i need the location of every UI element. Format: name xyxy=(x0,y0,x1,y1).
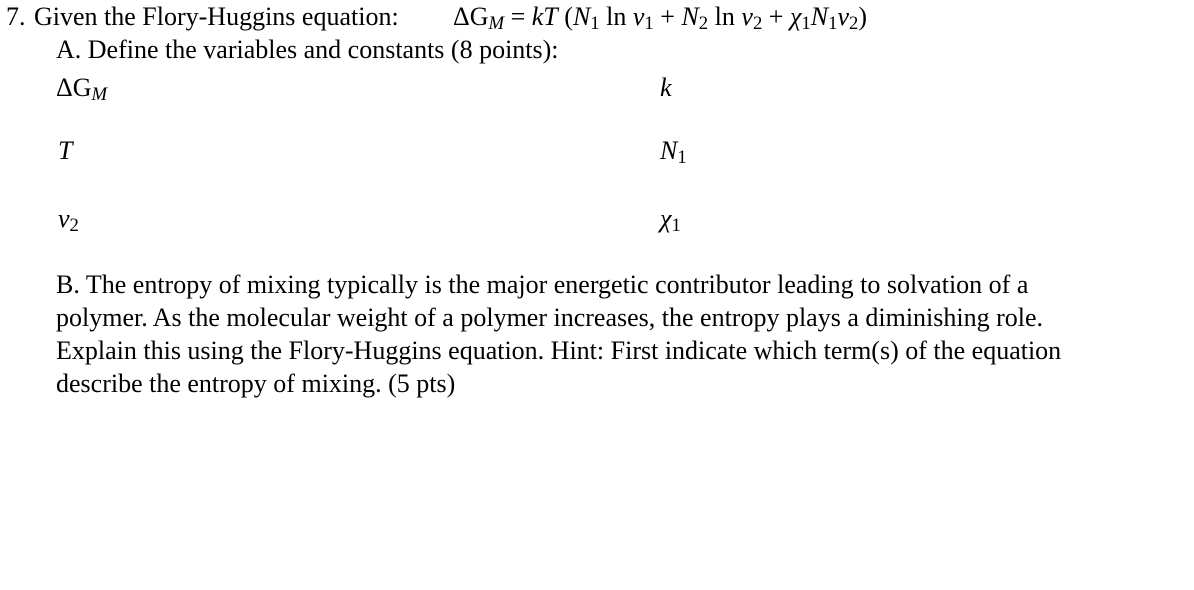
part-b-question xyxy=(56,268,1061,400)
eq-kt: kT xyxy=(531,2,558,31)
part-a-heading: A. Define the variables and constants (8 points): xyxy=(56,35,559,64)
variable-t: T xyxy=(58,136,73,165)
eq-lhs: $\Delta G_M$ xyxy=(453,2,505,35)
part-b-line: describe the entropy of mixing. (5 pts) xyxy=(56,369,456,398)
part-b-line: polymer. As the molecular weight of a polymer increases, the entropy plays a diminishing role. xyxy=(56,303,1044,332)
question-number: 7. xyxy=(6,2,26,31)
variable-chi1: $\chi_1$ xyxy=(660,204,681,237)
question-prompt: Given the Flory-Huggins equation: xyxy=(34,2,399,31)
part-b-line: B. The entropy of mixing typically is the major energetic contributor leading to solvation of a xyxy=(56,270,1029,299)
part-b-line: Explain this using the Flory-Huggins equation. Hint: First indicate which term(s) of the equation xyxy=(56,336,1062,365)
variable-v2: $v_2$ xyxy=(58,204,79,237)
flory-huggins-equation: $\Delta G_M$ = kT ($N_1$ $\ln v_1 + N_2$ $\ln v_2 + \chi_1N_1v_2$) xyxy=(453,2,868,35)
variable-k: k xyxy=(660,73,672,102)
variable-n1: $N_1$ xyxy=(660,136,687,169)
variable-delta-gm: $\Delta G_M$ xyxy=(56,73,108,106)
question-header xyxy=(6,2,868,35)
